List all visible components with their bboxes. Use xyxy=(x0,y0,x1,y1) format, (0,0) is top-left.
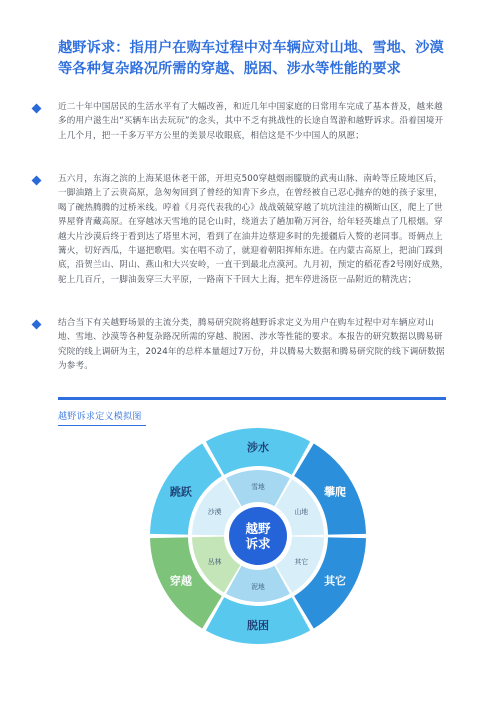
outer-label-5: 跳跃 xyxy=(169,485,192,499)
inner-label-3: 泥地 xyxy=(251,583,265,591)
paragraph-2: 五六月，东海之滨的上海某退休老干部，开坦克500穿越烟雨朦胧的武夷山脉、南岭等丘陵地区后，一脚油踏上了云贵高原，急匆匆回到了曾经的知青下乡点，在曾经被自己忍心抛弃的她的孩子家里，喝了碗热腾腾的过桥米线。哼着《月亮代表我的心》战战兢兢穿越了坑坑洼洼的横断山区，爬上了世界屋脊青藏高原。在穿越冰天雪地的昆仑山时，绕道去了趟加勒万河谷，给年轻英雄点了几根烟。穿越大片沙漠后终于看到达了塔里木河，看到了在油井边蔡迎多时的先援疆后入赘的老同事。哥俩点上篝火，切好西瓜，牛逼把歌唱。实在唱不动了，就迎着朝阳挥师东进。在内蒙古高原上，把油门踩到底，沿贺兰山、阴山、燕山和大兴安岭，一直干到最北点漠河。九月初，预定的稻花香2号刚好成熟，驼上几百斤，一脚油轰穿三大平原，一路南下千回大上海，把车停进汤臣一品附近的精洗店； xyxy=(58,174,449,285)
inner-label-2: 其它 xyxy=(294,558,309,566)
outer-label-1: 攀爬 xyxy=(324,485,347,499)
center-label: 越野 xyxy=(245,521,271,536)
caption-underline xyxy=(58,425,146,426)
bullet-diamond-icon xyxy=(32,320,42,330)
diagram-caption: 越野诉求定义模拟图 xyxy=(58,412,142,422)
bullet-diamond-icon xyxy=(32,176,42,186)
inner-label-4: 丛林 xyxy=(207,558,222,566)
paragraph-1: 近二十年中国居民的生活水平有了大幅改善，和近几年中国家庭的日常用车完成了基本普及，越来越多的用户滋生出“买辆车出去玩玩”的念头，其中不乏有挑战性的长途自驾游和越野诉求。沿着国境开上几个月，把一千多万平方公里的美景尽收眼底，相信这是不少中国人的夙愿； xyxy=(58,102,444,141)
inner-label-5: 沙漠 xyxy=(207,508,222,516)
outer-label-0: 涉水 xyxy=(247,441,269,454)
inner-label-1: 山地 xyxy=(294,508,309,516)
page-title: 越野诉求：指用户在购车过程中对车辆应对山地、雪地、沙漠等各种复杂路况所需的穿越、脱困、涉水等性能的要求 xyxy=(58,40,444,77)
center-label: 诉求 xyxy=(245,536,271,551)
outer-label-3: 脱困 xyxy=(247,619,269,632)
outer-label-4: 穿越 xyxy=(169,574,192,588)
offroad-definition-diagram xyxy=(148,426,368,646)
outer-label-2: 其它 xyxy=(324,574,347,588)
paragraph-3: 结合当下有关越野场景的主流分类，腾易研究院将越野诉求定义为用户在购车过程中对车辆应对山地、雪地、沙漠等各种复杂路况所需的穿越、脱困、涉水等性能的要求。本报告的研究数据以腾易研究院的线上调研为主，2024年的总样本量超过7万份，并以腾易大数据和腾易研究院的线下调研数据为参考。 xyxy=(58,318,445,372)
section-divider xyxy=(58,397,446,400)
inner-label-0: 雪地 xyxy=(251,483,265,491)
bullet-diamond-icon xyxy=(32,104,42,114)
